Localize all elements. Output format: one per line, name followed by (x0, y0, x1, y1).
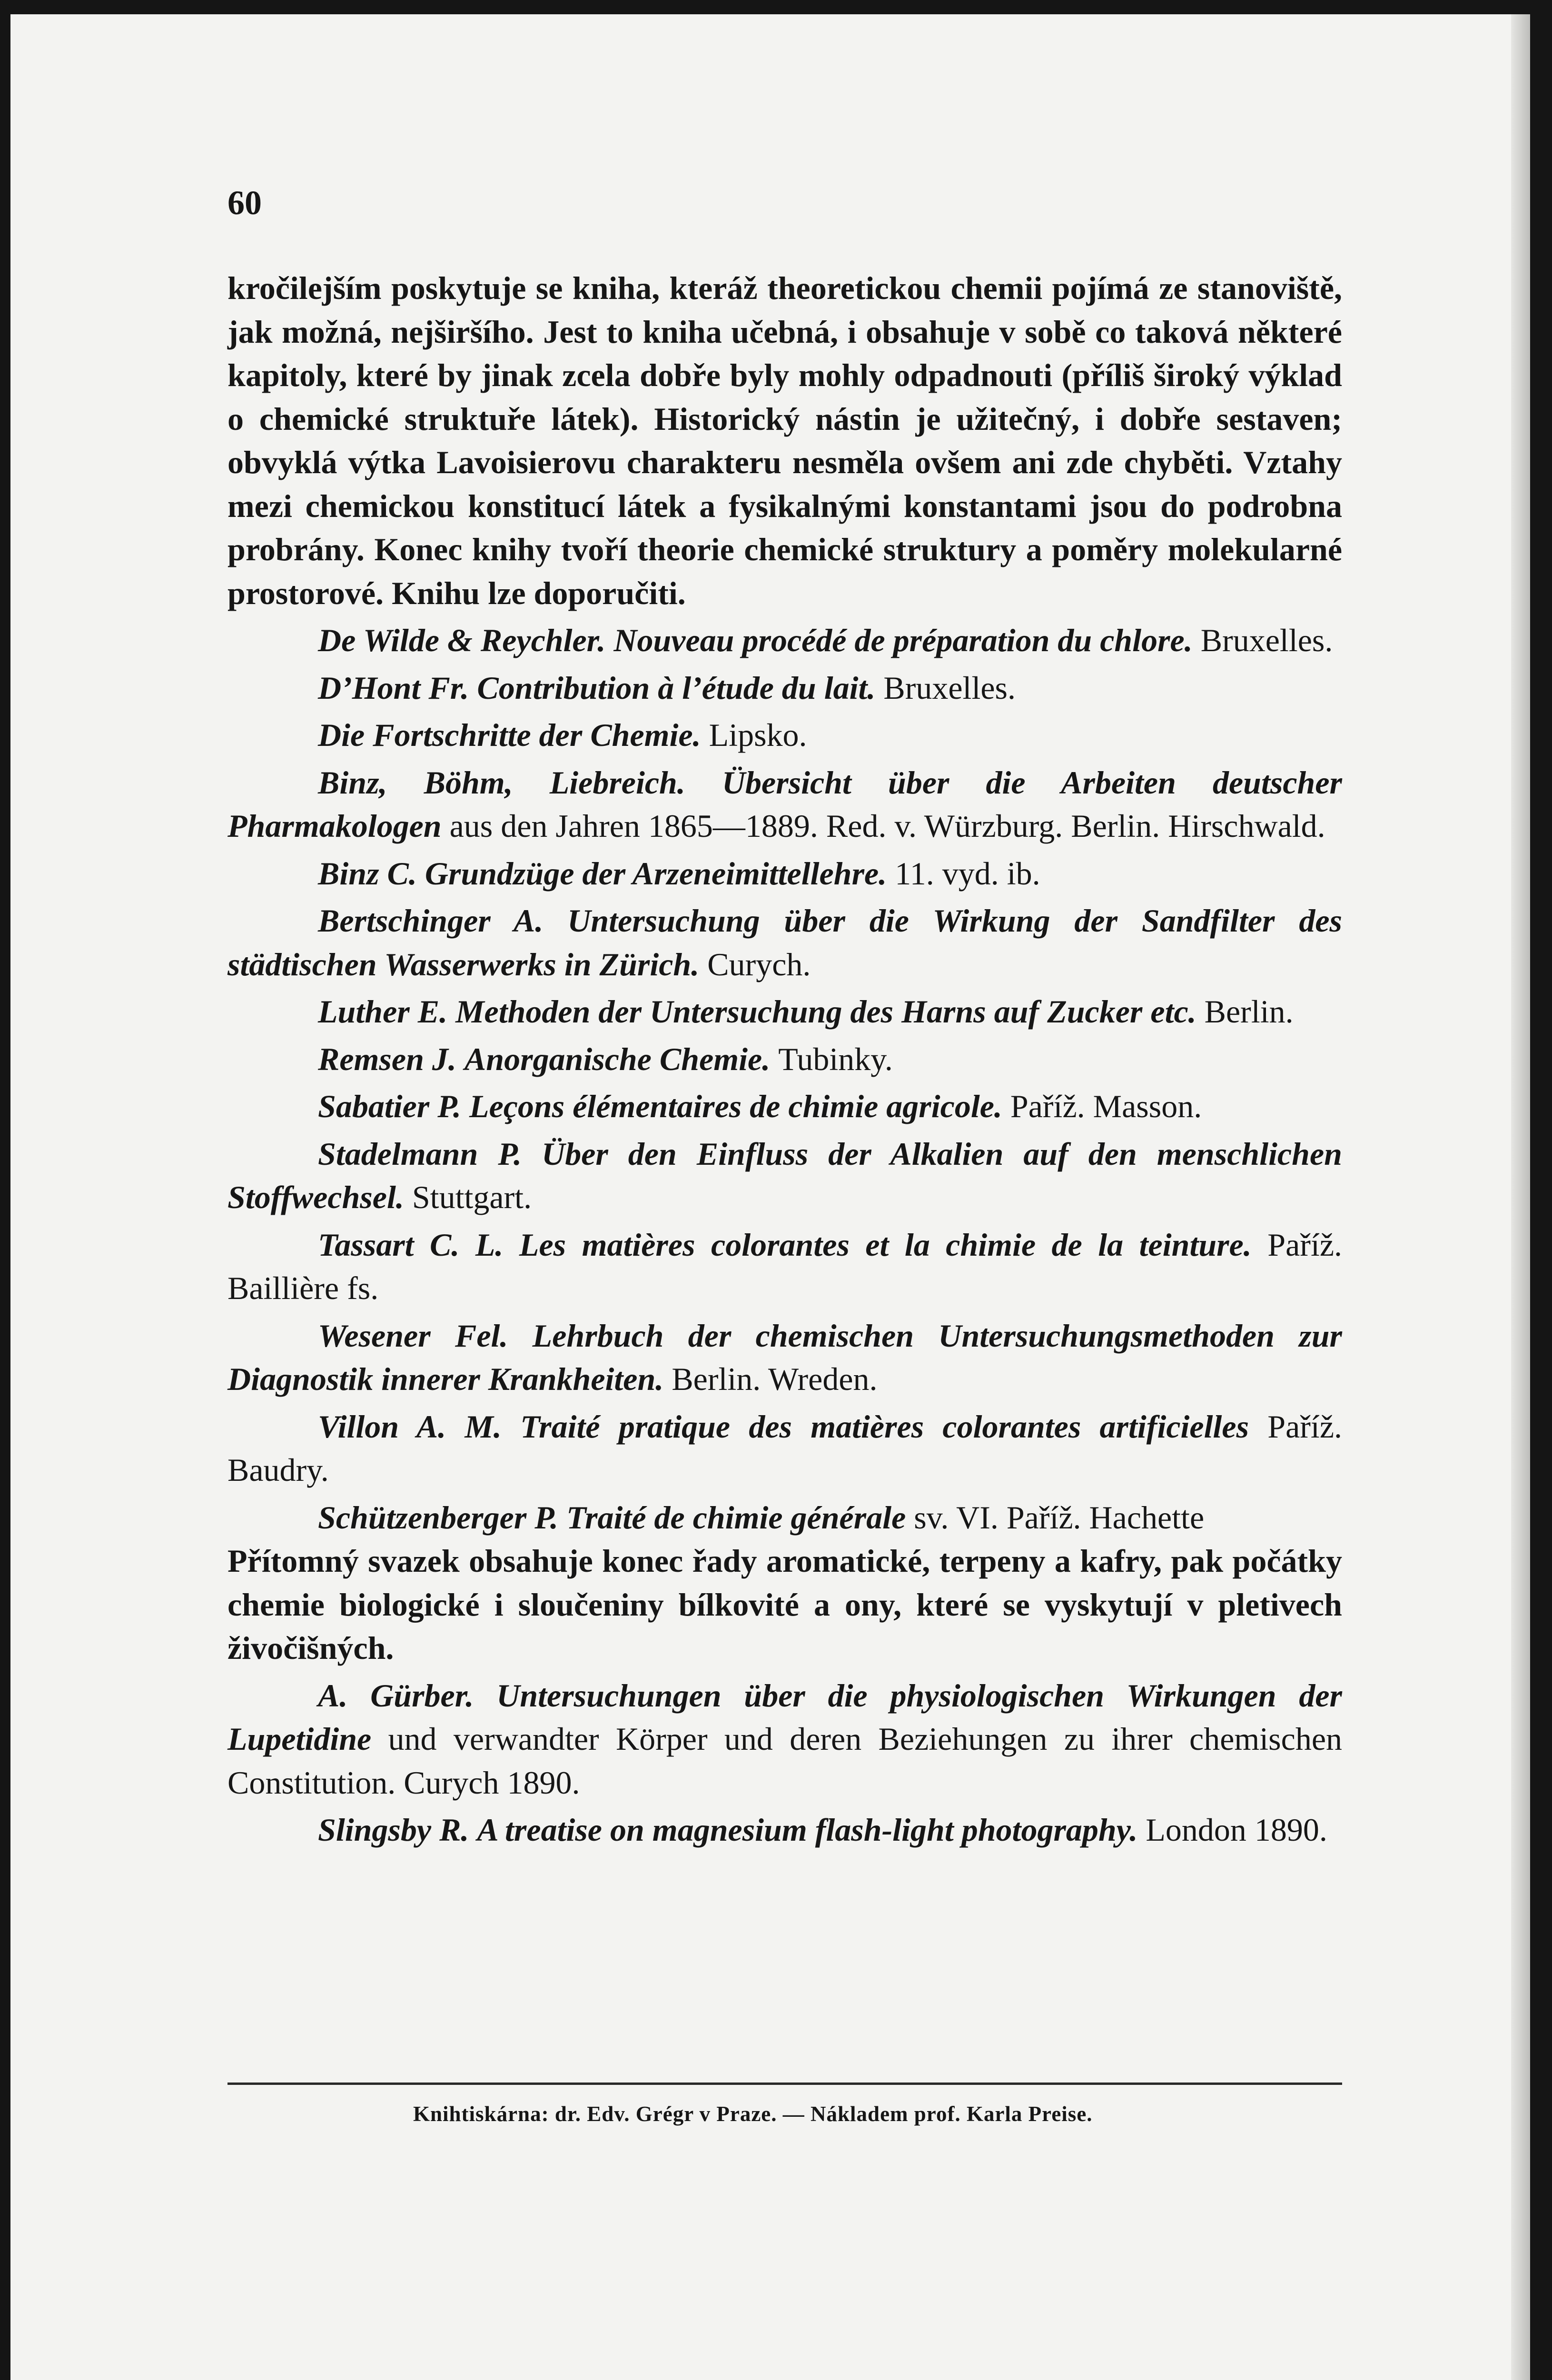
bibliography-entry (227, 1674, 1342, 1805)
bibliography-entry (227, 1132, 1342, 1220)
entry-author: De Wilde & Reychler. (318, 622, 606, 658)
entry-publisher: London 1890. (1146, 1812, 1327, 1848)
entry-author: Binz C. (318, 855, 417, 892)
page-edge (1511, 14, 1530, 2380)
entry-author: Villon A. M. (318, 1408, 502, 1445)
entry-title: Methoden der Untersuchung des Harns auf Zucker etc. (455, 993, 1196, 1030)
bibliography-entry (227, 666, 1342, 710)
bibliography-entry (227, 1085, 1342, 1129)
document-page (227, 0, 1342, 2380)
entry-title: Untersuchungen über die physiologischen Wirkungen der Lupetidine (227, 1677, 1343, 1757)
entry-title: Nouveau procédé de préparation du chlore. (613, 622, 1193, 658)
entry-title: Traité de chimie générale (566, 1499, 906, 1536)
entry-publisher: Bruxelles. (1200, 622, 1333, 658)
entry-publisher: 11. vyd. ib. (895, 855, 1040, 892)
page-number: 60 (227, 184, 262, 222)
entry-author: Sabatier P. (318, 1088, 462, 1124)
entry-title: Untersuchung über die Wirkung der Sandfilter des städtischen Wasserwerks in Zürich. (227, 902, 1343, 982)
entry-publisher: Paříž. Baillière fs. (227, 1226, 1343, 1306)
entry-publisher: Berlin. Wreden. (672, 1361, 878, 1397)
bibliography-entry (227, 899, 1342, 986)
entry-author: Wesener Fel. (318, 1317, 508, 1354)
bibliography-entry (227, 761, 1342, 848)
entry-author: Remsen J. (318, 1041, 456, 1077)
bibliography-entry (227, 714, 1342, 757)
entry-publisher: sv. VI. Paříž. Hachette (914, 1499, 1205, 1536)
entry-author: Bertschinger A. (318, 902, 544, 939)
entry-publisher: Stuttgart. (412, 1179, 532, 1215)
bibliography-entry (227, 1314, 1342, 1401)
entry-author: D’Hont Fr. (318, 669, 469, 706)
entry-author: Tassart C. L. (318, 1226, 504, 1263)
entry-title: A treatise on magnesium flash-light photography. (477, 1812, 1138, 1848)
entry-title: Übersicht über die Arbeiten deutscher Pharmakologen (227, 764, 1342, 844)
bibliography-entry (227, 1038, 1342, 1081)
entry-title: Leçons élémentaires de chimie agricole. (469, 1088, 1002, 1124)
entry-title: Anorganische Chemie. (464, 1041, 771, 1077)
printer-imprint: Knihtiskárna: dr. Edv. Grégr v Praze. — Nákladem prof. Karla Preise. (413, 2102, 1093, 2126)
entry-author: Stadelmann P. (318, 1135, 522, 1172)
footer-rule (227, 2082, 1342, 2085)
entry-publisher: und verwandter Körper und deren Beziehungen zu ihrer chemischen Constitution. Curych 1890. (227, 1721, 1343, 1801)
entry-author: A. Gürber. (318, 1677, 474, 1714)
bibliography-entry (227, 1496, 1342, 1540)
entry-title: Traité pratique des matières colorantes artificielles (520, 1408, 1249, 1445)
review-paragraph: kročilejším poskytuje se kniha, kteráž theoretickou chemii pojímá ze stanoviště, jak možná, nejširšího. Jest to kniha učebná, i obsahuje v sobě co taková některé kapitoly, které by jinak zcela dobře byly mohly odpadnouti (příliš široký výklad o chemické struktuře látek). Historický nástin je užitečný, i dobře sestaven; obvyklá výtka Lavoisierovu charakteru nesměla ovšem ani zde chyběti. Vztahy mezi chemickou konstitucí látek a fysikalnými konstantami jsou do podrobna probrány. Konec knihy tvoří theorie chemické struktury a poměry molekularné prostorové. Knihu lze doporučiti. (227, 270, 1342, 611)
entry-publisher: Paříž. Baudry. (227, 1408, 1342, 1488)
entry-author: Schützenberger P. (318, 1499, 559, 1536)
entry-author: Die Fortschritte der Chemie. (318, 717, 701, 753)
entry-publisher: Paříž. Masson. (1010, 1088, 1202, 1124)
entry-title: Über den Einfluss der Alkalien auf den menschlichen Stoffwechsel. (227, 1135, 1343, 1215)
entry-author: Slingsby R. (318, 1812, 469, 1848)
entry-title: Contribution à l’étude du lait. (477, 669, 876, 706)
bibliography-entry (227, 990, 1342, 1034)
entry-publisher: Tubinky. (778, 1041, 893, 1077)
entry-publisher: Berlin. (1204, 993, 1294, 1030)
entry-author: Luther E. (318, 993, 448, 1030)
entry-publisher: Lipsko. (709, 717, 807, 753)
bibliography-entry (227, 1223, 1342, 1310)
note-paragraph: Přítomný svazek obsahuje konec řady aromatické, terpeny a kafry, pak počátky chemie biologické i sloučeniny bílkovité a ony, které se vyskytují v pletivech živočišných. (227, 1543, 1342, 1666)
entry-publisher: Bruxelles. (883, 669, 1016, 706)
bibliography-entry (227, 852, 1342, 896)
bibliography-entry (227, 1808, 1342, 1852)
entry-title: Les matières colorantes et la chimie de la teinture. (519, 1226, 1252, 1263)
body-text (227, 267, 1342, 1856)
entry-title: Grundzüge der Arzeneimittellehre. (425, 855, 887, 892)
entry-publisher: aus den Jahren 1865—1889. Red. v. Würzburg. Berlin. Hirschwald. (449, 808, 1325, 844)
bibliography-entry (227, 619, 1342, 663)
entry-title: Lehrbuch der chemischen Untersuchungsmethoden zur Diagnostik innerer Krankheiten. (227, 1317, 1342, 1397)
entry-author: Binz, Böhm, Liebreich. (318, 764, 685, 801)
entry-publisher: Curych. (707, 946, 811, 982)
bibliography-entry (227, 1405, 1342, 1492)
